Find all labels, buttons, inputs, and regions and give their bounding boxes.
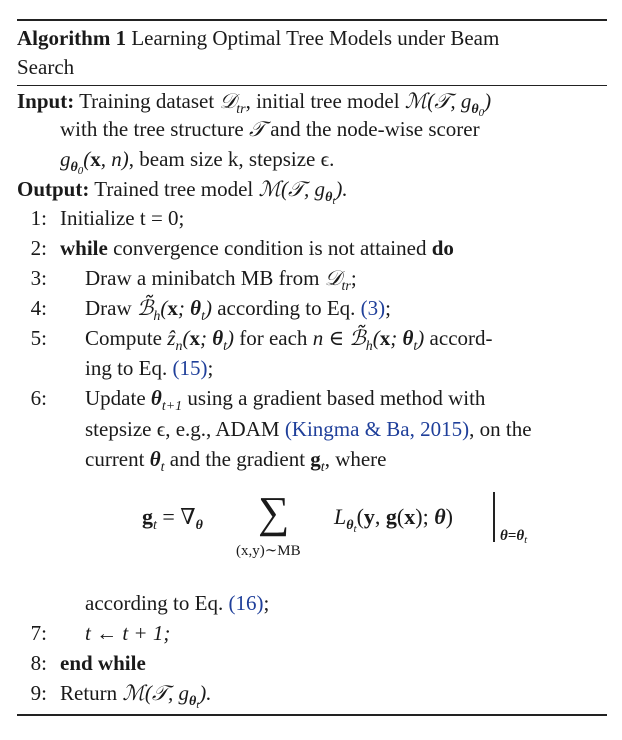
step-number: 4: — [30, 296, 47, 320]
step-6-cont-2 — [85, 446, 387, 481]
step-9 — [60, 680, 212, 718]
step-5-line2: ing to Eq. — [85, 356, 168, 380]
math-T: 𝒯 — [248, 117, 266, 141]
step-6-text-a: Update — [85, 386, 146, 410]
input-text-4: and the node-wise scorer — [270, 117, 480, 141]
output-label: Output: — [17, 177, 90, 201]
top-rule — [17, 19, 607, 21]
math-model-g0: ℳ(𝒯, $g_{\theta_0}$) — [404, 89, 492, 119]
step-number: 1: — [30, 206, 47, 230]
step-6-line2-b: , on the — [469, 417, 532, 441]
step-number: 6: — [30, 386, 47, 410]
step-number: 8: — [30, 651, 47, 675]
equation-rhs: $L_{\theta_t}(y$, g(x); θ) — [334, 504, 453, 535]
equation-lhs: $g_t = \nabla_\theta$ — [142, 504, 203, 533]
step-8: end while — [60, 651, 146, 675]
sum-subscript: (x,y)∼MB — [236, 543, 301, 559]
algorithm-title-cont: Search — [17, 55, 75, 79]
math-scorer: $g_{\theta_0}(x$, n) — [60, 147, 129, 177]
step-6-text-b: using a gradient based method with — [187, 386, 486, 410]
citation-link[interactable]: (Kingma & Ba, 2015) — [284, 417, 470, 441]
step-1: Initialize t = 0; — [60, 206, 185, 230]
equation-ref-link[interactable]: (15) — [172, 356, 208, 380]
input-line2 — [60, 116, 480, 142]
step-4-text-b: according to Eq. — [217, 296, 356, 320]
math-dtr: 𝒟$_{tr}$ — [219, 89, 246, 117]
evaluation-point: $\theta=\theta_t$ — [500, 528, 528, 546]
input-text-5: , beam size k, stepsize ϵ. — [128, 147, 335, 171]
sum-symbol: ∑ — [258, 488, 290, 537]
step-number: 7: — [30, 621, 47, 645]
step-6-line3-c: , where — [324, 447, 387, 471]
step-5-text-c: accord- — [429, 326, 493, 350]
step-4-text-a: Draw — [85, 296, 132, 320]
step-4: Draw $ℬ̃_h(x$; $\theta_t$) according to Eq. (3); — [85, 296, 392, 324]
math-gt: $g_t$ — [310, 447, 325, 475]
step-6-after: according to Eq. (16); — [85, 591, 270, 615]
math-theta-next: $\theta_{t+1}$ — [150, 386, 183, 414]
step-3-text: Draw a minibatch MB from — [85, 266, 320, 290]
input-label: Input: — [17, 89, 75, 113]
step-6-line3-b: and the gradient — [169, 447, 306, 471]
algorithm-title: Learning Optimal Tree Models under Beam — [131, 26, 500, 50]
input-text-1: Training dataset — [79, 89, 215, 113]
step-2-text: convergence condition is not attained — [113, 236, 427, 260]
mid-rule — [17, 85, 607, 86]
math-model-gt: ℳ(𝒯, $g_{\theta_t}$). — [122, 681, 212, 711]
step-5-text-a: Compute — [85, 326, 162, 350]
algorithm-label: Algorithm 1 — [17, 26, 127, 50]
algorithm-caption-line1 — [17, 25, 499, 51]
step-6-line2-a: stepsize ϵ, e.g., ADAM — [85, 417, 280, 441]
step-3: Draw a minibatch MB from 𝒟$_{tr}$; — [85, 266, 357, 294]
step-number: 2: — [30, 236, 47, 260]
math-beam: $ℬ̃_h(x$; $\theta_t$) — [136, 296, 212, 324]
step-6-after-text: according to Eq. — [85, 591, 224, 615]
step-number: 3: — [30, 266, 47, 290]
math-dtr: 𝒟$_{tr}$ — [324, 266, 351, 294]
keyword-while: while — [60, 236, 108, 260]
algorithm-caption-line2 — [17, 54, 74, 80]
math-theta-t: $\theta_t$ — [149, 447, 165, 475]
step-6-line3-a: current — [85, 447, 145, 471]
step-6 — [85, 385, 485, 420]
step-7: t ← t + 1; — [85, 621, 171, 645]
step-number: 9: — [30, 681, 47, 705]
step-9-text: Return — [60, 681, 118, 705]
evaluation-bar — [493, 492, 495, 542]
output-text: Trained tree model — [94, 177, 254, 201]
math-model-gt: ℳ(𝒯, $g_{\theta_t}$). — [258, 177, 348, 207]
equation-ref-link[interactable]: (3) — [360, 296, 386, 320]
keyword-do: do — [431, 236, 454, 260]
bottom-rule — [17, 714, 607, 716]
math-zhat: ẑ$_n$(x; $\theta_t$) — [167, 326, 234, 354]
step-5-text-b: for each — [239, 326, 308, 350]
input-text-3: with the tree structure — [60, 117, 244, 141]
step-6-cont-1 — [85, 416, 532, 442]
input-text-2: , initial tree model — [245, 89, 400, 113]
equation-ref-link[interactable]: (16) — [228, 591, 264, 615]
math-n-in-beam: n ∈ $ℬ̃_h(x$; $\theta_t$) — [312, 326, 425, 354]
step-2 — [60, 235, 454, 261]
step-5-cont: ing to Eq. (15); — [85, 356, 214, 380]
step-number: 5: — [30, 326, 47, 350]
